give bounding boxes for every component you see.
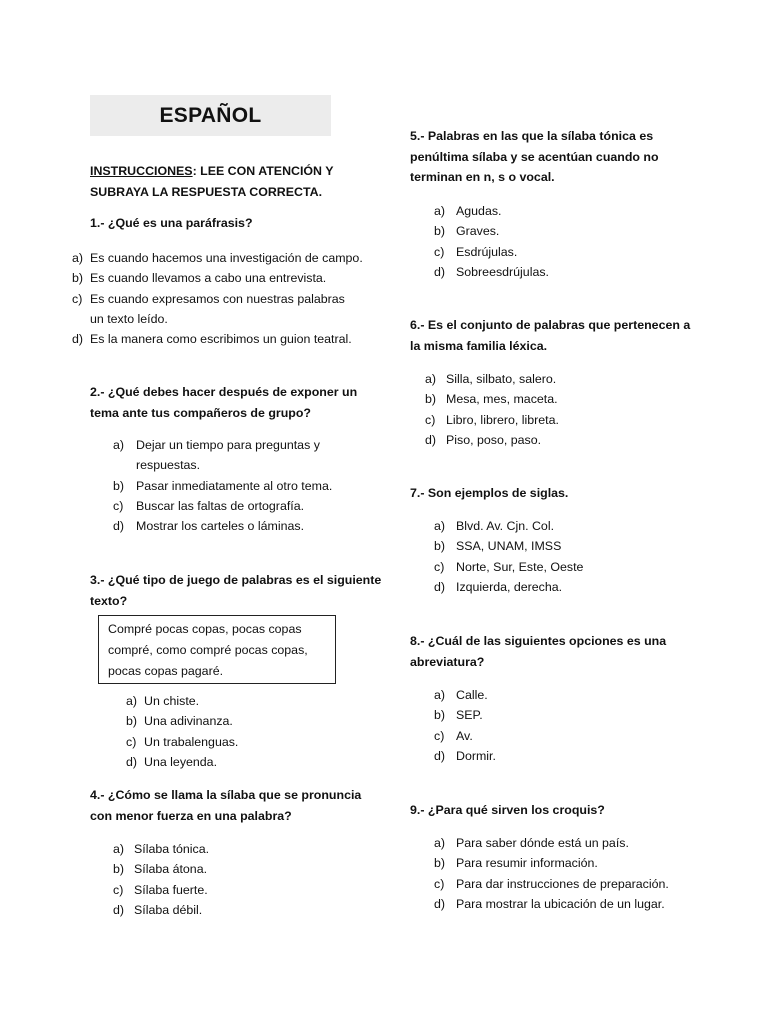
option-letter: d): [113, 902, 125, 917]
option-4b[interactable]: [113, 859, 313, 879]
option-letter: a): [434, 688, 446, 702]
option-letter: a): [425, 372, 437, 386]
option-text: Silla, silbato, salero.: [446, 372, 557, 386]
option-letter: c): [113, 498, 124, 513]
option-text: Sílaba tónica.: [134, 842, 210, 856]
option-6c[interactable]: [425, 410, 625, 430]
option-2b[interactable]: [113, 476, 363, 496]
question-2-options: [113, 435, 363, 536]
option-1a[interactable]: [72, 248, 372, 268]
question-9-options: [434, 833, 714, 914]
question-1: 1.- ¿Qué es una paráfrasis?: [90, 216, 253, 230]
question-7: 7.- Son ejemplos de siglas.: [410, 486, 569, 500]
question-6-options: [425, 369, 625, 450]
option-9a[interactable]: [434, 833, 714, 853]
option-letter: b): [72, 271, 84, 286]
question-3-options: [126, 691, 326, 772]
option-letter: b): [113, 478, 125, 493]
option-text: Es cuando hacemos una investigación de campo.: [90, 251, 363, 265]
option-text: Norte, Sur, Este, Oeste: [456, 559, 584, 574]
option-text: Av.: [456, 728, 473, 743]
option-letter: d): [113, 519, 125, 534]
option-text: Una leyenda.: [144, 754, 218, 769]
option-text: Buscar las faltas de ortografía.: [136, 498, 305, 513]
option-text: Para mostrar la ubicación de un lugar.: [456, 896, 665, 911]
option-text: Blvd. Av. Cjn. Col.: [456, 519, 555, 533]
option-letter: a): [113, 842, 125, 856]
option-text: Sílaba fuerte.: [134, 882, 208, 897]
question-5: 5.- Palabras en las que la sílaba tónica es penúltima sílaba y se acentúan cuando no terminan en n, s o vocal.: [410, 129, 659, 184]
option-7a[interactable]: [434, 516, 634, 536]
option-5a[interactable]: [434, 201, 634, 221]
option-2d[interactable]: [113, 516, 363, 536]
option-8b[interactable]: [434, 705, 634, 725]
option-text: Es cuando expresamos con nuestras palabras un texto leído.: [90, 291, 345, 326]
option-letter: a): [434, 836, 446, 850]
option-letter: b): [434, 856, 446, 871]
option-9d[interactable]: [434, 894, 714, 914]
option-text: Libro, librero, libreta.: [446, 412, 559, 427]
option-9b[interactable]: [434, 853, 714, 873]
option-text: SEP.: [456, 708, 483, 723]
option-4d[interactable]: [113, 900, 313, 920]
option-letter: a): [434, 204, 446, 218]
option-letter: d): [434, 896, 446, 911]
question-9: 9.- ¿Para qué sirven los croquis?: [410, 803, 605, 817]
option-4a[interactable]: [113, 839, 313, 859]
question-7-options: [434, 516, 634, 597]
question-6: 6.- Es el conjunto de palabras que pertenecen a la misma familia léxica.: [410, 318, 691, 353]
option-text: Un chiste.: [144, 694, 200, 708]
quote-text: Compré pocas copas, pocas copas compré, como compré pocas copas, pocas copas pagaré.: [108, 622, 308, 678]
option-letter: c): [434, 876, 445, 891]
option-letter: d): [434, 748, 446, 763]
option-text: Agudas.: [456, 204, 502, 218]
option-text: Sobreesdrújulas.: [456, 264, 549, 279]
option-letter: b): [113, 862, 125, 877]
option-7d[interactable]: [434, 577, 634, 597]
option-letter: a): [126, 694, 138, 708]
option-letter: c): [425, 412, 436, 427]
option-8a[interactable]: [434, 685, 634, 705]
option-text: Es cuando llevamos a cabo una entrevista.: [90, 271, 327, 286]
question-8-options: [434, 685, 634, 766]
question-3: 3.- ¿Qué tipo de juego de palabras es el siguiente texto?: [90, 573, 382, 608]
option-text: Dormir.: [456, 748, 496, 763]
option-text: Izquierda, derecha.: [456, 579, 563, 594]
option-1b[interactable]: [72, 268, 372, 288]
option-letter: c): [72, 291, 83, 306]
option-3a[interactable]: [126, 691, 326, 711]
option-text: Mostrar los carteles o láminas.: [136, 519, 305, 534]
option-9c[interactable]: [434, 874, 714, 894]
option-letter: b): [425, 392, 437, 407]
option-letter: c): [113, 882, 124, 897]
option-8d[interactable]: [434, 746, 634, 766]
question-5-options: [434, 201, 634, 282]
option-8c[interactable]: [434, 726, 634, 746]
option-text: Sílaba débil.: [134, 902, 203, 917]
option-7b[interactable]: [434, 536, 634, 556]
option-text: Una adivinanza.: [144, 714, 233, 729]
option-letter: c): [434, 559, 445, 574]
option-text: Mesa, mes, maceta.: [446, 392, 558, 407]
option-7c[interactable]: [434, 557, 634, 577]
option-text: Para dar instrucciones de preparación.: [456, 876, 669, 891]
option-letter: c): [126, 734, 137, 749]
option-text: SSA, UNAM, IMSS: [456, 539, 562, 554]
option-3c[interactable]: [126, 732, 326, 752]
option-letter: a): [72, 251, 84, 265]
option-letter: b): [434, 708, 446, 723]
option-letter: d): [425, 432, 437, 447]
instructions-label: INSTRUCCIONES: [90, 164, 193, 178]
question-8: 8.- ¿Cuál de las siguientes opciones es una abreviatura?: [410, 634, 667, 669]
question-4: 4.- ¿Cómo se llama la sílaba que se pronuncia con menor fuerza en una palabra?: [90, 788, 362, 823]
title-box: [90, 95, 331, 136]
option-5c[interactable]: [434, 242, 634, 262]
option-letter: a): [434, 519, 446, 533]
question-4-options: [113, 839, 313, 920]
option-text: Pasar inmediatamente al otro tema.: [136, 478, 333, 493]
option-text: Un trabalenguas.: [144, 734, 239, 749]
option-6b[interactable]: [425, 389, 625, 409]
option-text: Sílaba átona.: [134, 862, 208, 877]
instructions-text: : LEE CON ATENCIÓN Y SUBRAYA LA RESPUESTA CORRECTA.: [90, 164, 334, 199]
option-2a[interactable]: [113, 435, 336, 476]
option-letter: b): [434, 539, 446, 554]
option-2c[interactable]: [113, 496, 363, 516]
option-4c[interactable]: [113, 880, 313, 900]
option-letter: b): [126, 714, 138, 729]
option-text: Esdrújulas.: [456, 244, 518, 259]
option-text: Piso, poso, paso.: [446, 432, 542, 447]
option-1d[interactable]: [72, 329, 372, 349]
question-1-options: [72, 248, 372, 349]
option-letter: b): [434, 224, 446, 239]
instructions: [90, 161, 380, 202]
option-3d[interactable]: [126, 752, 326, 772]
option-text: Es la manera como escribimos un guion teatral.: [90, 332, 352, 347]
option-text: Dejar un tiempo para preguntas y respuestas.: [136, 438, 320, 473]
option-letter: d): [126, 754, 138, 769]
option-text: Graves.: [456, 224, 500, 239]
option-text: Para saber dónde está un país.: [456, 836, 629, 850]
option-5d[interactable]: [434, 262, 634, 282]
option-text: Para resumir información.: [456, 856, 598, 871]
option-letter: d): [434, 264, 446, 279]
option-1c[interactable]: [72, 289, 362, 330]
page-title: ESPAÑOL: [159, 103, 262, 127]
option-letter: c): [434, 244, 445, 259]
option-letter: d): [434, 579, 446, 594]
option-6a[interactable]: [425, 369, 625, 389]
option-3b[interactable]: [126, 711, 326, 731]
option-letter: d): [72, 332, 84, 347]
option-6d[interactable]: [425, 430, 625, 450]
question-2: 2.- ¿Qué debes hacer después de exponer un tema ante tus compañeros de grupo?: [90, 385, 358, 420]
option-text: Calle.: [456, 688, 488, 702]
option-letter: a): [113, 438, 125, 452]
option-letter: c): [434, 728, 445, 743]
tongue-twister-box: [98, 615, 336, 684]
option-5b[interactable]: [434, 221, 634, 241]
